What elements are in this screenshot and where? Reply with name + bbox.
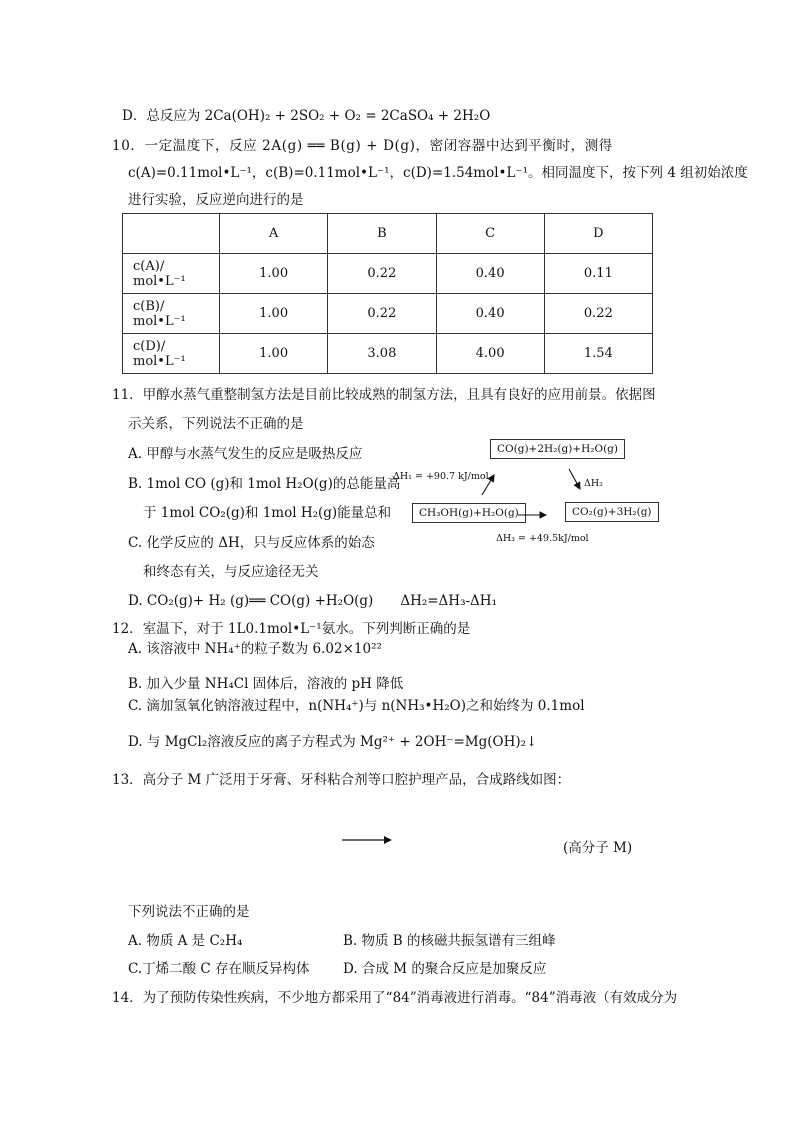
q13-question: 下列说法不正确的是: [128, 904, 250, 920]
table-cell: 1.54: [544, 334, 652, 374]
row-label: c(D)/ mol•L⁻¹: [123, 334, 220, 374]
table-cell: 4.00: [436, 334, 544, 374]
q12-stem: 12．室温下，对于 1L0.1mol•L⁻¹氨水。下列判断正确的是: [112, 621, 471, 637]
table-header-row: [123, 214, 653, 254]
q10-stem-line3: 进行实验，反应逆向进行的是: [128, 192, 304, 208]
q14-stem: 14．为了预防传染性疾病，不少地方都采用了“84”消毒液进行消毒。“84”消毒液（有效成分为: [112, 990, 678, 1006]
q13-product-label: (高分子 M): [563, 840, 633, 856]
q13-option-c: C.丁烯二酸 C 存在顺反异构体: [128, 961, 310, 977]
table-corner-cell: [123, 214, 220, 254]
table-header-d: D: [544, 214, 652, 254]
table-cell: 0.22: [328, 294, 436, 334]
table-row: [123, 334, 653, 374]
q12-option-b: B. 加入少量 NH₄Cl 固体后，溶液的 pH 降低: [128, 676, 404, 692]
diagram-dh3-label: ΔH₃ = +49.5kJ/mol: [496, 533, 589, 544]
table-cell: 0.22: [544, 294, 652, 334]
diagram-top-box: CO(g)+2H₂(g)+H₂O(g): [490, 439, 625, 459]
q12-option-c: C. 滴加氢氧化钠溶液过程中，n(NH₄⁺)与 n(NH₃•H₂O)之和始终为 0.1mol: [128, 698, 585, 714]
q11-option-d: D. CO₂(g)+ H₂ (g)══ CO(g) +H₂O(g) ΔH₂=ΔH₃-ΔH₁: [128, 593, 497, 609]
q11-option-a: A. 甲醇与水蒸气发生的反应是吸热反应: [128, 446, 363, 462]
q11-stem-line1: 11．甲醇水蒸气重整制氢方法是目前比较成熟的制氢方法，且具有良好的应用前景。依据图: [112, 387, 656, 403]
q10-concentration-table: [122, 213, 653, 374]
diagram-arrows: [470, 455, 600, 525]
row-label: c(B)/ mol•L⁻¹: [123, 294, 220, 334]
table-row: [123, 254, 653, 294]
q11-option-b-line2: 于 1mol CO₂(g)和 1mol H₂(g)能量总和: [143, 505, 392, 521]
table-row: [123, 294, 653, 334]
table-cell: 1.00: [220, 334, 328, 374]
q12-option-d: D. 与 MgCl₂溶液反应的离子方程式为 Mg²⁺ + 2OH⁻=Mg(OH)₂↓: [128, 734, 538, 750]
q13-option-b: B. 物质 B 的核磁共振氢谱有三组峰: [343, 933, 556, 949]
diagram-dh2-label: ΔH₂: [584, 478, 603, 489]
diagram-dh1-label: ΔH₁ = +90.7 kJ/mol: [393, 471, 489, 482]
q12-option-a: A. 该溶液中 NH₄⁺的粒子数为 6.02×10²²: [128, 641, 382, 657]
q9-option-d: D．总反应为 2Ca(OH)₂ + 2SO₂ + O₂ = 2CaSO₄ + 2H₂O: [122, 108, 491, 124]
q13-synthesis-arrow: [340, 833, 396, 847]
q11-option-b-line1: B. 1mol CO (g)和 1mol H₂O(g)的总能量高: [128, 476, 401, 492]
diagram-left-box: CH₃OH(g)+H₂O(g): [412, 503, 526, 523]
q10-stem-line1: 10．一定温度下，反应 2A(g) ══ B(g) + D(g)，密闭容器中达到平衡时，测得: [112, 138, 613, 154]
table-cell: 0.40: [436, 294, 544, 334]
q10-stem-line2: c(A)=0.11mol•L⁻¹，c(B)=0.11mol•L⁻¹，c(D)=1.54mol•L⁻¹。相同温度下，按下列 4 组初始浓度: [128, 165, 748, 181]
table-header-b: B: [328, 214, 436, 254]
dh2-arrow: [569, 469, 580, 489]
dh1-arrow: [482, 475, 494, 495]
table-cell: 1.00: [220, 294, 328, 334]
table-cell: 0.11: [544, 254, 652, 294]
table-cell: 0.22: [328, 254, 436, 294]
table-cell: 3.08: [328, 334, 436, 374]
diagram-right-box: CO₂(g)+3H₂(g): [565, 502, 659, 522]
table-cell: 1.00: [220, 254, 328, 294]
table-header-a: A: [220, 214, 328, 254]
q13-option-a: A. 物质 A 是 C₂H₄: [128, 933, 243, 949]
table-cell: 0.40: [436, 254, 544, 294]
q13-option-d: D. 合成 M 的聚合反应是加聚反应: [343, 961, 547, 977]
q11-option-c-line2: 和终态有关，与反应途径无关: [143, 564, 319, 580]
table-header-c: C: [436, 214, 544, 254]
q11-stem-line2: 示关系，下列说法不正确的是: [128, 416, 304, 432]
row-label: c(A)/ mol•L⁻¹: [123, 254, 220, 294]
q13-stem: 13．高分子 M 广泛用于牙膏、牙科粘合剂等口腔护理产品，合成路线如图：: [112, 772, 571, 788]
q11-option-c-line1: C. 化学反应的 ΔH，只与反应体系的始态: [128, 535, 375, 551]
